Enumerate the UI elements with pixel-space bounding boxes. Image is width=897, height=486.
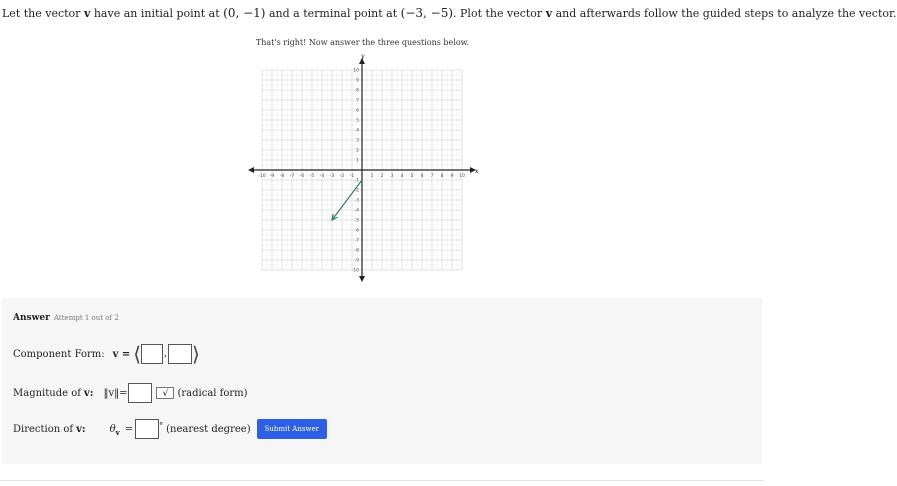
x-tick-label: -5 [309,174,315,179]
terminal-point: (−3, −5) [400,6,454,20]
vector-symbol: v [545,7,553,20]
x-tick-label: -6 [299,174,305,179]
y-tick-label: -2 [354,188,359,194]
magnitude-v: v: [83,387,94,399]
magnitude-eq: ‖v‖= [103,387,128,399]
direction-v: v: [76,423,86,435]
y-tick-label: 7 [356,98,359,104]
x-tick-label: 2 [380,174,384,179]
left-angle-bracket: ⟨ [133,342,142,366]
direction-label: Direction of [13,423,74,435]
x-tick-label: -4 [319,174,325,179]
component-comma: , [164,349,167,359]
prompt-text-5: and afterwards follow the guided steps to analyze the vector. [552,7,897,20]
x-tick-label: -2 [339,174,345,179]
theta-symbol: θ [109,423,116,435]
answer-panel [2,298,762,464]
y-tick-label: -10 [351,268,359,274]
y-tick-label: -3 [354,198,359,204]
x-tick-label: 9 [450,174,454,179]
x-tick-label: -7 [289,174,295,179]
component-y-input[interactable] [168,344,192,364]
theta-subscript: v [115,427,120,437]
x-tick-label: 8 [440,174,444,179]
x-tick-label: -10 [258,174,266,179]
coordinate-graph[interactable] [250,55,480,285]
initial-point: (0, −1) [223,6,266,20]
magnitude-row [13,383,248,403]
y-tick-label: -6 [354,228,359,234]
y-tick-label: 8 [356,88,359,94]
y-axis-label: y [361,53,365,60]
direction-equals: = [124,423,134,435]
direction-input[interactable] [135,419,159,439]
y-tick-label: 2 [356,148,359,154]
y-tick-label: 1 [356,158,359,164]
y-tick-label: -4 [354,208,359,214]
x-tick-label: 1 [370,174,374,179]
y-axis-arrow-down [359,276,365,282]
x-tick-label: 4 [400,174,404,179]
component-eq: v = [112,348,131,360]
x-tick-label: -3 [329,174,335,179]
y-tick-label: 10 [353,68,359,74]
x-axis-arrow-left [248,167,254,173]
prompt-text-1: Let the vector [2,7,84,20]
radical-form-note: (radical form) [177,387,248,399]
x-tick-label: 10 [459,174,465,179]
y-tick-label: 6 [356,108,359,114]
y-tick-label: 9 [356,78,359,84]
attempt-counter: Attempt 1 out of 2 [54,314,119,322]
component-x-input[interactable] [141,344,163,364]
x-tick-label: 6 [420,174,424,179]
magnitude-label: Magnitude of [13,387,81,399]
x-tick-label: -9 [269,174,275,179]
y-tick-label: 4 [356,128,359,134]
y-tick-label: -8 [354,248,359,254]
component-form-label: Component Form: [13,348,105,360]
x-tick-label: 3 [390,174,394,179]
y-tick-label: -9 [354,258,359,264]
component-form-row [13,344,200,364]
y-tick-label: 5 [356,118,359,124]
y-tick-label: 3 [356,138,359,144]
x-tick-label: 7 [430,174,434,179]
answer-title: Answer [13,313,50,323]
prompt-text-4: . Plot the vector [453,7,546,20]
y-tick-label: -5 [354,218,359,224]
x-axis-label: x [475,168,479,175]
x-tick-label: 5 [410,174,414,179]
y-tick-label: -7 [354,238,359,244]
magnitude-input[interactable] [128,383,152,403]
bottom-divider [0,480,764,481]
degree-symbol: ° [159,420,164,430]
vector-symbol: v [83,7,91,20]
direction-row [13,419,327,439]
x-tick-label: -8 [279,174,285,179]
prompt-text-3: and a terminal point at [265,7,401,20]
problem-statement [2,6,897,20]
nearest-degree-note: (nearest degree) [166,423,251,435]
radical-button[interactable]: √ [156,387,174,399]
x-tick-label: -1 [349,174,355,179]
right-angle-bracket: ⟩ [191,342,200,366]
prompt-text-2: have an initial point at [90,7,224,20]
feedback-message: That's right! Now answer the three questions below. [255,38,470,47]
submit-answer-button[interactable]: Submit Answer [257,419,327,439]
y-tick-label: -1 [354,178,359,184]
